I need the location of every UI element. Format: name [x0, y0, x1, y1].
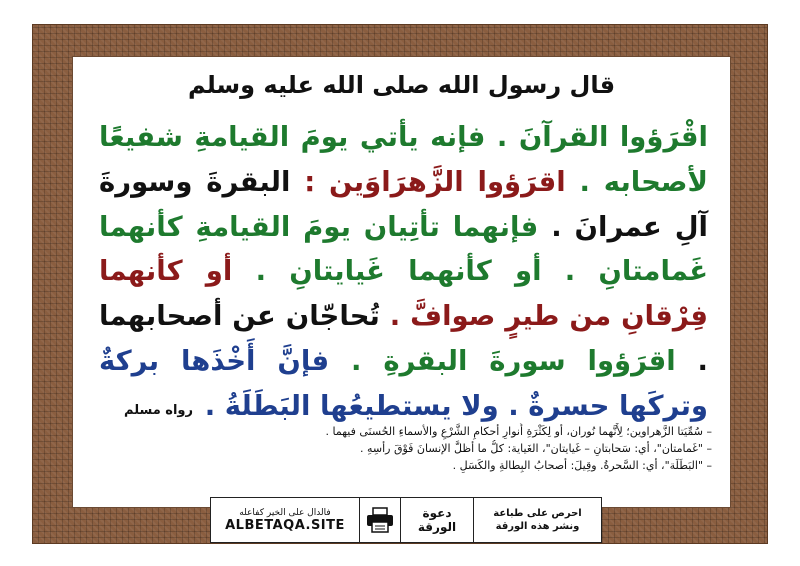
header-title: قال رسول الله صلى الله عليه وسلم — [187, 71, 616, 99]
content-panel — [73, 57, 730, 507]
footer-call-to-action — [474, 498, 601, 542]
footnote-item: – "غَمامتان"، أي: سَحابتانِ – غَيايتان"، الغَياية: كلُّ ما أظلَّ الإنسانَ فَوْقَ رأسِهِ . — [87, 440, 712, 457]
footer-banner — [210, 497, 602, 543]
printer-icon — [360, 498, 401, 542]
logo-line-1: دعوة — [422, 506, 452, 520]
hadith-part-7: تُحاجّان عن أصحابهما . — [99, 300, 708, 377]
hadith-text — [99, 115, 708, 429]
hadith-part-8: اقرَؤوا سورةَ البقرةِ . — [329, 344, 676, 377]
cta-line-2: ونشر هذه الورقة — [495, 521, 580, 532]
hadith-part-5: فإنهما تأتِيان يومَ القيامةِ كأنهما غَمامتانِ . أو كأنهما غَيايتانِ . — [99, 210, 709, 288]
hadith-part-4: البقرةَ وسورةَ آلِ عمرانَ . — [99, 165, 708, 243]
footer-site-link[interactable]: ALBETAQA.SITE — [225, 517, 345, 533]
footer-site-box — [211, 498, 360, 542]
footnotes — [87, 423, 712, 474]
footer-slogan: فالدال على الخير كفاعله — [239, 507, 331, 518]
hadith-part-2: فإنه يأتي يومَ القيامةِ شفيعًا لأصحابه . — [99, 121, 708, 198]
brand-logo — [401, 498, 474, 542]
footnote-item: – "البَطَلَة"، أي: السَّحرةُ. وقِيلَ: أصحابُ البِطالةِ والكَسَلِ . — [87, 457, 712, 474]
hadith-source: رواه مسلم — [124, 403, 193, 418]
hadith-part-3: اقرَؤوا الزَّهرَاوَين : — [290, 165, 566, 198]
logo-line-2: الورقة — [417, 520, 457, 534]
hadith-part-1: اقْرَؤوا القرآنَ . — [485, 121, 708, 153]
footnote-item: – سُمِّيَتا الزَّهراوين؛ لِأَنَّهما نُوران، أو لِكَثْرَةِ أَنوارِ أحكامِ الشَّرْعِ والأسماءِ الحُسنَى فيهما . — [87, 423, 712, 440]
hadith-part-9: فإنَّ أَخْذَها بركةٌ وتركَها حسرةٌ . ولا يستطيعُها البَطَلَةُ . — [99, 344, 708, 422]
hadith-part-6: أو كأنهما فِرْقانِ من طيرٍ صوافَّ . — [99, 255, 708, 333]
cta-line-1: احرص على طباعة — [493, 508, 582, 519]
